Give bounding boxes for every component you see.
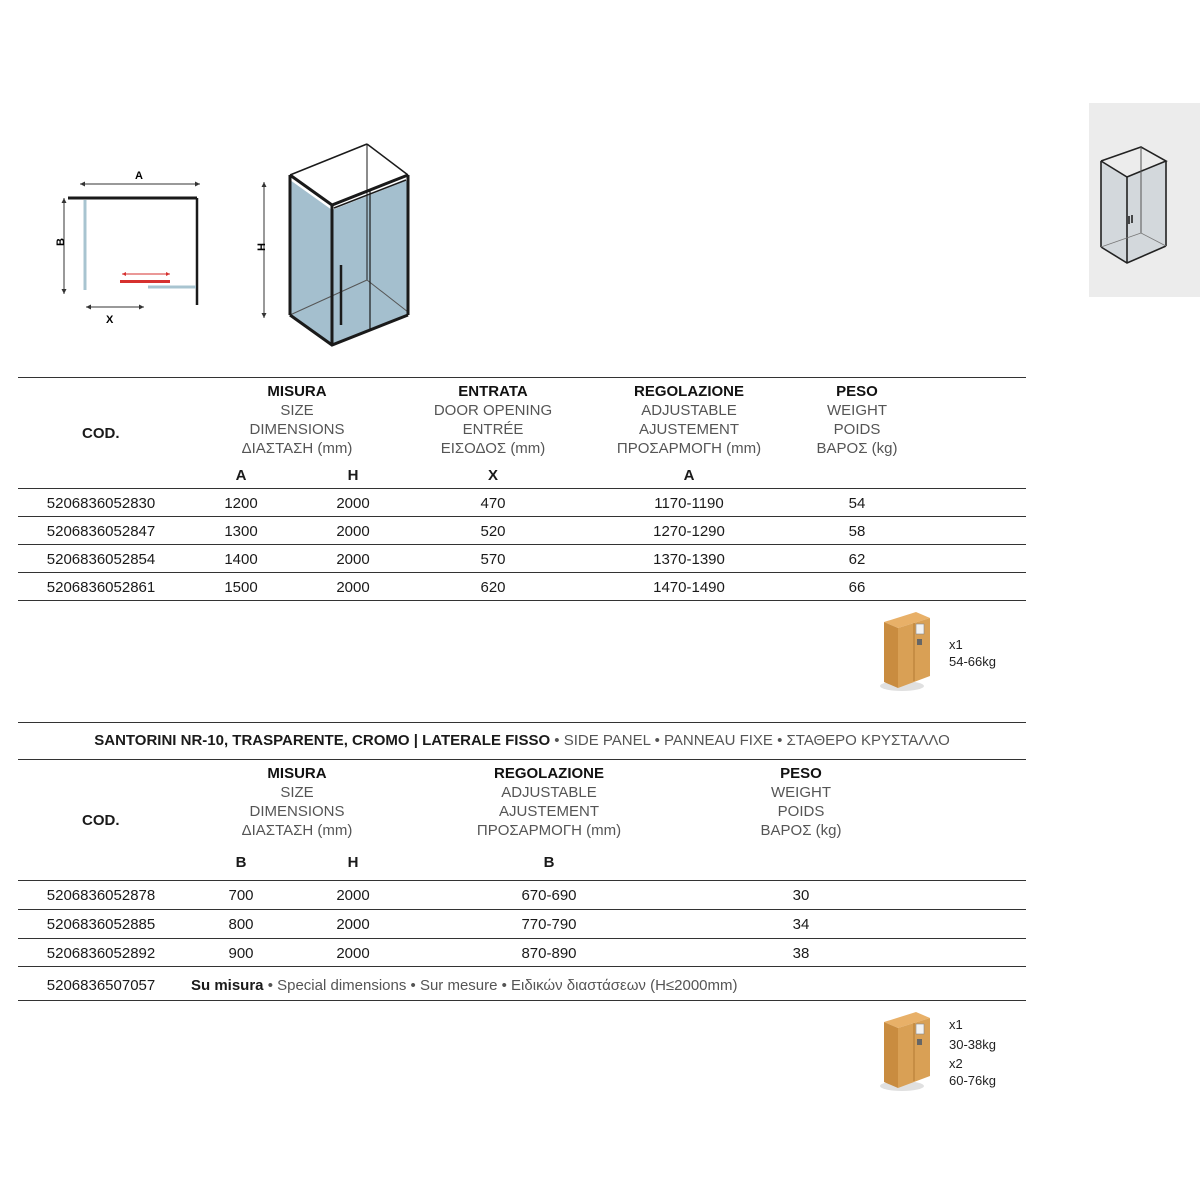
col-line: ΕΙΣΟΔΟΣ (mm): [440, 440, 546, 457]
table-cell: 620: [480, 579, 506, 596]
package2-qty2: x2: [949, 1056, 963, 1071]
custom-row-rest: • Special dimensions • Sur mesure • Ειδικών διαστάσεων (H≤2000mm): [263, 977, 738, 994]
table-cell: 1270-1290: [653, 523, 725, 540]
section2-title-translations: • SIDE PANEL • PANNEAU FIXE • ΣΤΑΘΕΡΟ ΚΡΥΣΤΑΛΛΟ: [550, 732, 950, 749]
table-cell: 58: [848, 523, 866, 540]
table-cell: 34: [792, 916, 810, 933]
table2-sub-b2: B: [543, 854, 555, 871]
table-cell: 670-690: [521, 887, 577, 904]
table-cell: 2000: [336, 523, 370, 540]
table1-sub-a: A: [235, 467, 247, 484]
table-cell: 470: [480, 495, 506, 512]
table-cell: 1300: [224, 523, 258, 540]
table2-sub-b: B: [235, 854, 247, 871]
table-cell: 800: [228, 916, 254, 933]
table2-col-weight: [731, 764, 871, 840]
product-thumbnail: [1089, 103, 1200, 297]
table-cell: 1500: [224, 579, 258, 596]
product-code-cell: 5206836052830: [46, 495, 156, 512]
table-cell: 2000: [336, 945, 370, 962]
table1-cod-header: COD.: [82, 425, 120, 442]
table-cell: 1200: [224, 495, 258, 512]
table-cell: 38: [792, 945, 810, 962]
plan-diagram: [40, 160, 220, 330]
custom-row-code: 5206836507057: [46, 977, 156, 994]
table-cell: 30: [792, 887, 810, 904]
col-line: ΔΙΑΣΤΑΣΗ (mm): [241, 822, 353, 839]
iso-label-h: H: [256, 243, 268, 251]
table2-sub-h: H: [347, 854, 359, 871]
table1-sub-a2: A: [683, 467, 695, 484]
custom-row-bold: Su misura: [191, 977, 264, 994]
table2-col-size: [197, 764, 397, 840]
table-cell: 2000: [336, 916, 370, 933]
col-line: WEIGHT: [827, 402, 887, 419]
table1-sub-h: H: [347, 467, 359, 484]
package-box-icon: [878, 606, 938, 694]
col-title: ENTRATA: [458, 383, 528, 400]
col-title: MISURA: [267, 765, 327, 782]
col-line: ENTRÉE: [462, 421, 524, 438]
col-title: PESO: [836, 383, 878, 400]
col-line: POIDS: [777, 803, 825, 820]
custom-row-text: [191, 976, 738, 995]
col-line: ΒΑΡΟΣ (kg): [816, 440, 898, 457]
plan-label-b: B: [55, 238, 67, 246]
table-cell: 1470-1490: [653, 579, 725, 596]
isometric-diagram: [245, 140, 425, 355]
col-line: SIZE: [280, 784, 314, 801]
plan-label-a: A: [135, 170, 143, 182]
col-line: DIMENSIONS: [249, 803, 345, 820]
table-cell: 2000: [336, 887, 370, 904]
package1-weight: 54-66kg: [949, 654, 996, 669]
col-title: REGOLAZIONE: [633, 383, 744, 400]
col-line: AJUSTEMENT: [498, 803, 599, 820]
table-cell: 1170-1190: [654, 495, 724, 512]
table-cell: 770-790: [521, 916, 577, 933]
table-cell: 1400: [224, 551, 258, 568]
table-cell: 54: [848, 495, 866, 512]
plan-label-x: X: [106, 314, 114, 326]
table-cell: 520: [480, 523, 506, 540]
table-cell: 700: [228, 887, 254, 904]
table-cell: 2000: [336, 579, 370, 596]
product-code-cell: 5206836052892: [46, 945, 156, 962]
table-cell: 900: [228, 945, 254, 962]
table1-sub-x: X: [487, 467, 498, 484]
col-title: MISURA: [267, 383, 327, 400]
package2-weight2: 60-76kg: [949, 1073, 996, 1088]
table-cell: 1370-1390: [653, 551, 725, 568]
product-code-cell: 5206836052847: [46, 523, 156, 540]
product-code-cell: 5206836052885: [46, 916, 156, 933]
table2-cod-header: COD.: [82, 812, 120, 829]
col-line: SIZE: [280, 402, 314, 419]
table-cell: 870-890: [521, 945, 577, 962]
product-code-cell: 5206836052854: [46, 551, 156, 568]
package2-qty1: x1: [949, 1017, 963, 1032]
col-line: WEIGHT: [771, 784, 831, 801]
section2-title: [18, 732, 1026, 749]
col-line: POIDS: [833, 421, 881, 438]
table1-col-weight: [787, 382, 927, 458]
col-line: ΔΙΑΣΤΑΣΗ (mm): [241, 440, 353, 457]
table1-col-door-opening: [393, 382, 593, 458]
col-title: REGOLAZIONE: [493, 765, 604, 782]
col-line: ΠΡΟΣΑΡΜΟΓΗ (mm): [476, 822, 622, 839]
col-line: ΠΡΟΣΑΡΜΟΓΗ (mm): [616, 440, 762, 457]
shower-enclosure-icon: [1089, 103, 1200, 297]
table-cell: 2000: [336, 495, 370, 512]
col-line: AJUSTEMENT: [638, 421, 739, 438]
table1-col-adjustable: [589, 382, 789, 458]
col-line: DOOR OPENING: [433, 402, 553, 419]
product-code-cell: 5206836052878: [46, 887, 156, 904]
package2-weight1: 30-38kg: [949, 1037, 996, 1052]
table-cell: 570: [480, 551, 506, 568]
table2-col-adjustable: [449, 764, 649, 840]
col-line: ADJUSTABLE: [501, 784, 597, 801]
product-code-cell: 5206836052861: [46, 579, 156, 596]
col-line: ADJUSTABLE: [641, 402, 737, 419]
col-line: DIMENSIONS: [249, 421, 345, 438]
package1-qty: x1: [949, 637, 963, 652]
package-box-icon: [878, 1006, 938, 1094]
col-line: ΒΑΡΟΣ (kg): [760, 822, 842, 839]
table-cell: 66: [848, 579, 866, 596]
table-cell: 62: [848, 551, 866, 568]
section2-title-main: SANTORINI NR-10, TRASPARENTE, CROMO | LATERALE FISSO: [94, 732, 551, 749]
table-cell: 2000: [336, 551, 370, 568]
col-title: PESO: [780, 765, 822, 782]
table1-col-size: [197, 382, 397, 458]
